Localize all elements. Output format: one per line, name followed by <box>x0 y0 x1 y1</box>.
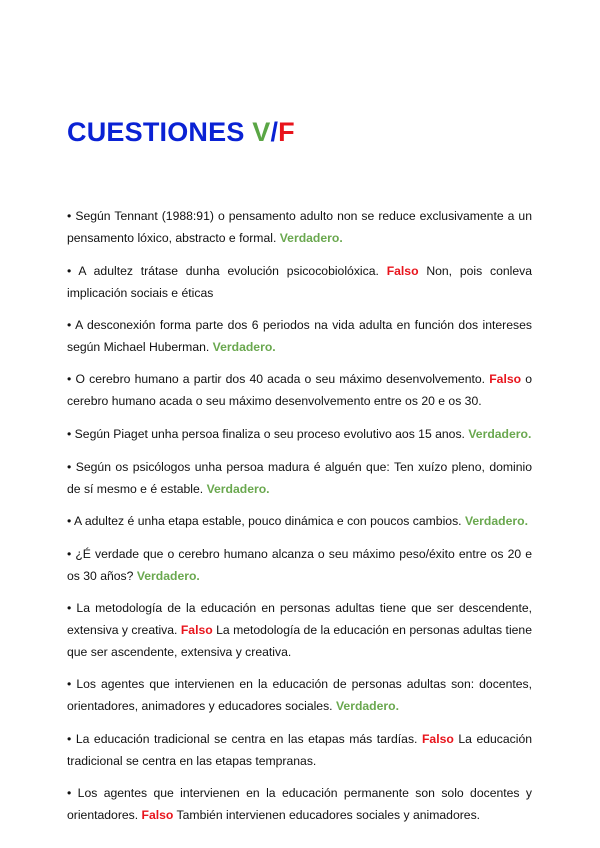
question-item <box>67 728 532 772</box>
answer-note: La metodología de la educación en personas adultas tiene que ser ascendente, extensiva y creativa. <box>67 623 532 659</box>
title-v: V <box>252 117 271 147</box>
title-main: CUESTIONES <box>67 117 253 147</box>
question-text: A adultez trátase dunha evolución psicocobiolóxica. <box>78 264 379 278</box>
answer-note: o cerebro humano acada o seu máximo desenvolvemento entre os 20 e os 30. <box>67 372 533 408</box>
bullet: • <box>67 514 72 528</box>
bullet: • <box>67 460 72 474</box>
question-item <box>67 205 532 249</box>
answer-label: Verdadero. <box>279 231 343 245</box>
question-item <box>67 368 532 412</box>
answer-label: Verdadero. <box>464 514 528 528</box>
bullet: • <box>67 786 72 800</box>
question-text: La metodología de la educación en personas adultas tiene que ser descendente, extensiva y creativa. <box>67 601 533 637</box>
question-item <box>67 456 532 500</box>
answer-label: Falso <box>180 623 213 637</box>
bullet: • <box>67 732 72 746</box>
answer-note: La educación tradicional se centra en las etapas tempranas. <box>67 732 533 768</box>
question-item <box>67 782 532 826</box>
question-item <box>67 673 532 717</box>
answer-label: Verdadero. <box>212 340 276 354</box>
page-title <box>67 112 295 152</box>
answer-label: Verdadero. <box>206 482 270 496</box>
title-slash: / <box>270 117 279 147</box>
question-text: Los agentes que intervienen en la educación permanente son solo docentes y orientadores. <box>67 786 532 822</box>
bullet: • <box>67 427 72 441</box>
question-text: Según Piaget unha persoa finaliza o seu proceso evolutivo aos 15 anos. <box>74 427 465 441</box>
answer-note: También intervienen educadores sociales y animadores. <box>176 808 481 822</box>
answer-label: Falso <box>489 372 522 386</box>
answer-label: Verdadero. <box>136 569 200 583</box>
bullet: • <box>67 601 72 615</box>
question-item <box>67 510 532 532</box>
answer-label: Falso <box>386 264 419 278</box>
answer-label: Falso <box>141 808 174 822</box>
bullet: • <box>67 677 72 691</box>
bullet: • <box>67 547 72 561</box>
question-item <box>67 543 532 587</box>
bullet: • <box>67 318 72 332</box>
bullet: • <box>67 264 72 278</box>
answer-note: Non, pois conleva implicación sociais e éticas <box>67 264 533 300</box>
question-text: Según os psicólogos unha persoa madura é alguén que: Ten xuízo pleno, dominio de sí mesmo e é estable. <box>67 460 533 496</box>
question-text: A desconexión forma parte dos 6 periodos na vida adulta en función dos intereses según Michael Huberman. <box>67 318 532 354</box>
question-item <box>67 260 532 304</box>
question-item <box>67 423 532 445</box>
question-text: A adultez é unha etapa estable, pouco dinámica e con poucos cambios. <box>74 514 462 528</box>
answer-label: Verdadero. <box>468 427 532 441</box>
answer-label: Verdadero. <box>335 699 399 713</box>
question-text: Los agentes que intervienen en la educación de personas adultas son: docentes, orientadores, animadores y educadores sociales. <box>67 677 532 713</box>
question-item <box>67 597 532 663</box>
bullet: • <box>67 209 72 223</box>
bullet: • <box>67 372 72 386</box>
question-item <box>67 314 532 358</box>
title-f: F <box>278 117 295 147</box>
question-text: O cerebro humano a partir dos 40 acada o seu máximo desenvolvemento. <box>75 372 486 386</box>
question-text: La educación tradicional se centra en las etapas más tardías. <box>75 732 418 746</box>
question-text: ¿É verdade que o cerebro humano alcanza o seu máximo peso/éxito entre os 20 e os 30 años? <box>67 547 532 583</box>
answer-label: Falso <box>421 732 454 746</box>
question-text: Según Tennant (1988:91) o pensamento adulto non se reduce exclusivamente a un pensamento lóxico, abstracto e formal. <box>67 209 532 245</box>
